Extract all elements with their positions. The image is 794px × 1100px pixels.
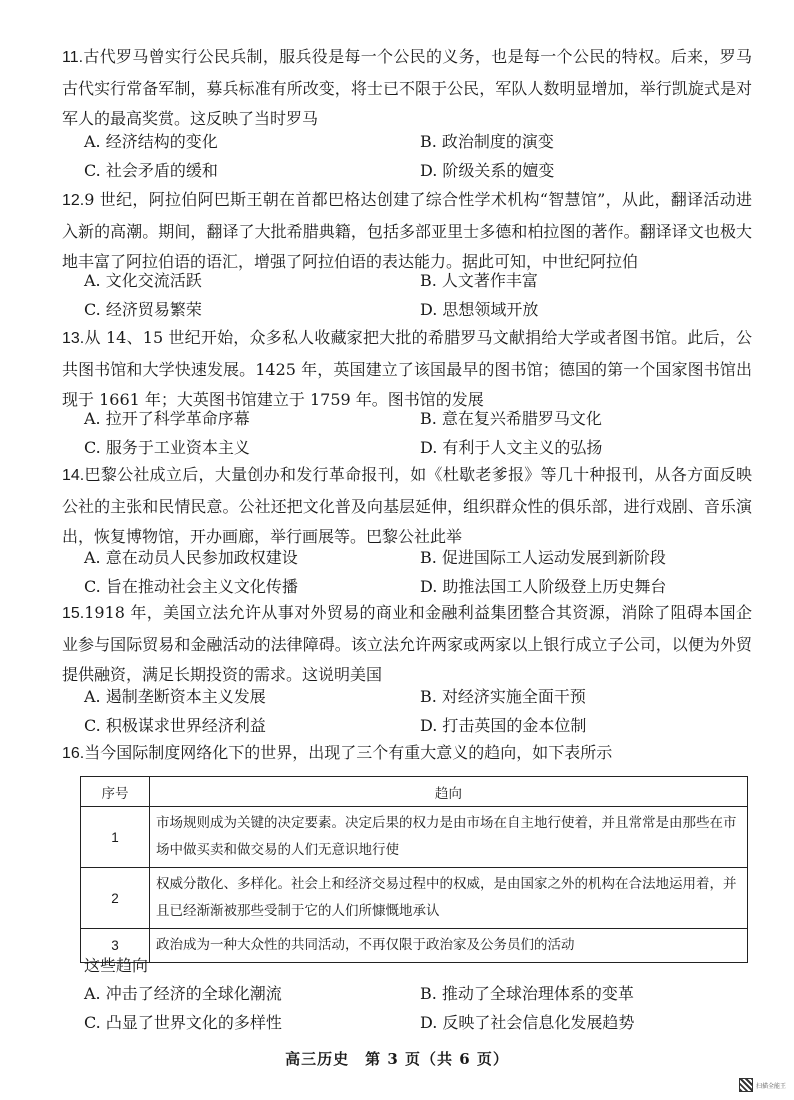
question-stem: 古代罗马曾实行公民兵制，服兵役是每一个公民的义务，也是每一个公民的特权。后来，罗马古代实行常备军制，募兵标准有所改变，将士已不限于公民，军队人数明显增加，举行凯旋式是对军人的最高奖赏。这反映了当时罗马 xyxy=(62,47,752,128)
options-12 xyxy=(84,266,764,324)
option-d[interactable]: D. 助推法国工人阶级登上历史舞台 xyxy=(420,577,667,596)
row-text: 市场规则成为关键的决定要素。决定后果的权力是由市场在自主地行使着，并且常常是由那些在市场中做买卖和做交易的人们无意识地行使 xyxy=(150,807,748,868)
row-number: 3 xyxy=(81,929,150,963)
row-text: 权威分散化、多样化。社会上和经济交易过程中的权威，是由国家之外的机构在合法地运用着，并且已经渐渐被那些受制于它的人们所慷慨地承认 xyxy=(150,868,748,929)
option-d[interactable]: D. 反映了社会信息化发展趋势 xyxy=(420,1013,635,1032)
option-c[interactable]: C. 旨在推动社会主义文化传播 xyxy=(84,577,298,596)
page-footer: 高三历史 第 3 页（共 6 页） xyxy=(285,1050,509,1068)
options-13 xyxy=(84,404,764,462)
question-stem: 9 世纪，阿拉伯阿巴斯王朝在首都巴格达创建了综合性学术机构“智慧馆”，从此，翻译活动进入新的高潮。期间，翻译了大批希腊典籍，包括多部亚里士多德和柏拉图的著作。翻译译文也极大地丰富了阿拉伯语的语汇，增强了阿拉伯语的表达能力。据此可知，中世纪阿拉伯 xyxy=(62,190,752,271)
column-header-trend: 趋向 xyxy=(150,777,748,807)
question-16-lead: 这些趋向 xyxy=(84,956,149,975)
options-15 xyxy=(84,682,764,740)
question-stem: 巴黎公社成立后，大量创办和发行革命报刊，如《杜歇老爹报》等几十种报刊，从各方面反映公社的主张和民情民意。公社还把文化普及向基层延伸，组织群众性的俱乐部，进行戏剧、音乐演出，恢复博物馆，开办画廊，举行画展等。巴黎公社此举 xyxy=(62,465,752,546)
question-16 xyxy=(62,738,752,770)
option-d[interactable]: D. 阶级关系的嬗变 xyxy=(420,161,555,180)
option-a[interactable]: A. 经济结构的变化 xyxy=(84,132,218,151)
option-c[interactable]: C. 凸显了世界文化的多样性 xyxy=(84,1013,282,1032)
trend-table xyxy=(80,776,748,963)
option-a[interactable]: A. 文化交流活跃 xyxy=(84,271,202,290)
option-a[interactable]: A. 拉开了科学革命序幕 xyxy=(84,409,250,428)
question-14 xyxy=(62,460,752,553)
question-15 xyxy=(62,598,752,691)
option-c[interactable]: C. 社会矛盾的缓和 xyxy=(84,161,218,180)
option-b[interactable]: B. 人文著作丰富 xyxy=(420,271,538,290)
table-row xyxy=(81,868,748,929)
question-number: 15. xyxy=(62,605,85,622)
table-row xyxy=(81,929,748,963)
question-number: 16. xyxy=(62,745,85,762)
option-a[interactable]: A. 意在动员人民参加政权建设 xyxy=(84,548,298,567)
option-d[interactable]: D. 有利于人文主义的弘扬 xyxy=(420,438,603,457)
question-stem: 从 14、15 世纪开始，众多私人收藏家把大批的希腊罗马文献捐给大学或者图书馆。此后，公共图书馆和大学快速发展。1425 年，英国建立了该国最早的图书馆；德国的第一个国家图书馆出现于 1661 年；大英图书馆建立于 1759 年。图书馆的发展 xyxy=(62,328,752,409)
options-11 xyxy=(84,127,764,185)
question-11 xyxy=(62,42,752,135)
question-number: 11. xyxy=(62,49,84,66)
question-stem: 1918 年，美国立法允许从事对外贸易的商业和金融利益集团整合其资源，消除了阻碍本国企业参与国际贸易和金融活动的法律障碍。该立法允许两家或两家以上银行成立子公司，以便为外贸提供融资，满足长期投资的需求。这说明美国 xyxy=(62,603,752,684)
option-a[interactable]: A. 遏制垄断资本主义发展 xyxy=(84,687,266,706)
table-header-row xyxy=(81,777,748,807)
option-b[interactable]: B. 政治制度的演变 xyxy=(420,132,554,151)
option-c[interactable]: C. 经济贸易繁荣 xyxy=(84,300,202,319)
option-b[interactable]: B. 促进国际工人运动发展到新阶段 xyxy=(420,548,666,567)
option-b[interactable]: B. 对经济实施全面干预 xyxy=(420,687,586,706)
question-13 xyxy=(62,323,752,416)
option-c[interactable]: C. 服务于工业资本主义 xyxy=(84,438,250,457)
row-number: 2 xyxy=(81,868,150,929)
option-d[interactable]: D. 思想领域开放 xyxy=(420,300,539,319)
option-d[interactable]: D. 打击英国的金本位制 xyxy=(420,716,587,735)
row-number: 1 xyxy=(81,807,150,868)
table-row xyxy=(81,807,748,868)
options-16 xyxy=(84,979,764,1037)
question-number: 14. xyxy=(62,467,85,484)
watermark-text: 扫描全能王 xyxy=(755,1082,786,1090)
option-c[interactable]: C. 积极谋求世界经济利益 xyxy=(84,716,266,735)
option-b[interactable]: B. 意在复兴希腊罗马文化 xyxy=(420,409,602,428)
qr-code-icon xyxy=(739,1078,753,1092)
question-12 xyxy=(62,185,752,278)
row-text: 政治成为一种大众性的共同活动，不再仅限于政治家及公务员们的活动 xyxy=(150,929,748,963)
scanner-watermark xyxy=(739,1078,786,1092)
question-number: 12. xyxy=(62,192,85,209)
option-b[interactable]: B. 推动了全球治理体系的变革 xyxy=(420,984,634,1003)
question-stem: 当今国际制度网络化下的世界，出现了三个有重大意义的趋向，如下表所示 xyxy=(84,743,613,762)
option-a[interactable]: A. 冲击了经济的全球化潮流 xyxy=(84,984,282,1003)
question-number: 13. xyxy=(62,330,85,347)
options-14 xyxy=(84,543,764,601)
column-header-no: 序号 xyxy=(81,777,150,807)
